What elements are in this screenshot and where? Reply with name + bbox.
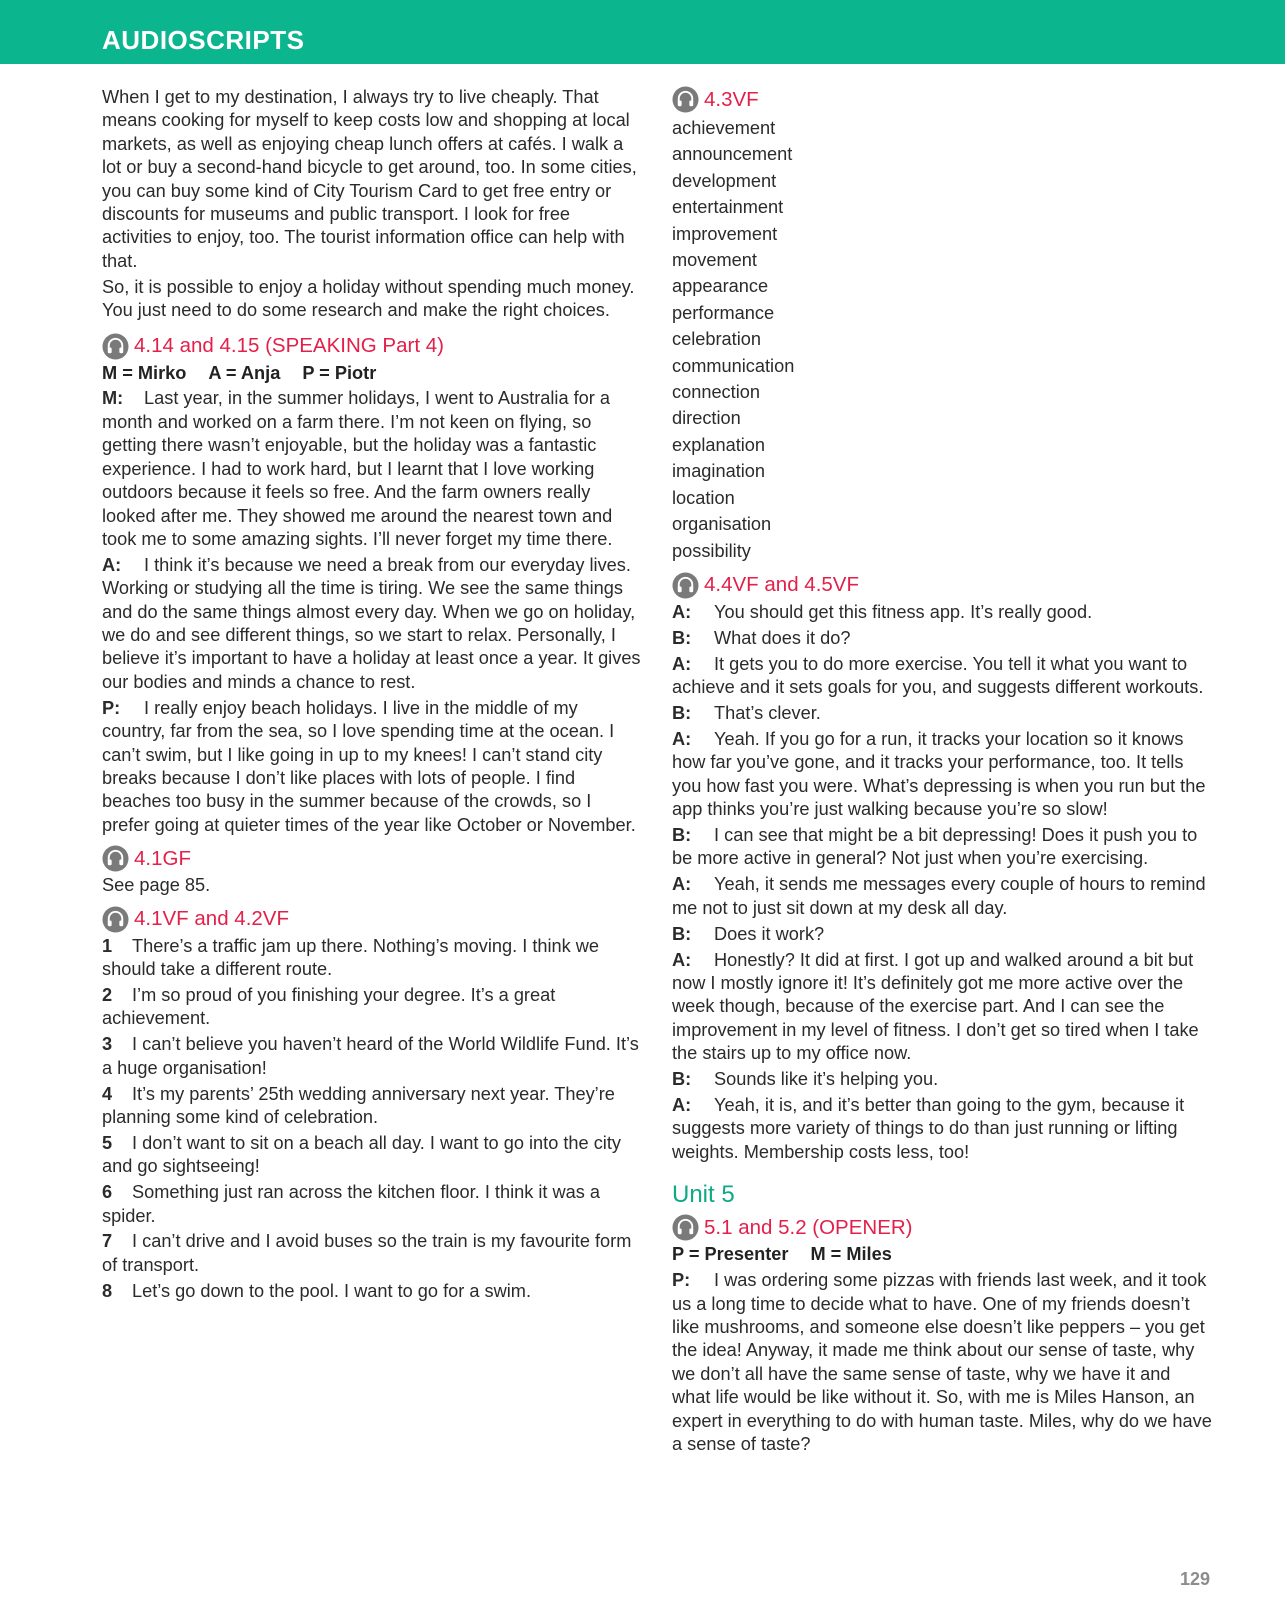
item-number: 7 [102, 1231, 113, 1252]
dialogue-text: That’s clever. [714, 703, 821, 724]
dialogue-text: I can see that might be a bit depressing! Does it push you to be more active in general? Not just when you’re exercising. [672, 825, 1198, 869]
speaker-label: P: [102, 697, 121, 718]
headphones-icon[interactable] [102, 906, 129, 933]
item-text: I can’t believe you haven’t heard of the World Wildlife Fund. It’s a huge organisation! [102, 1034, 639, 1078]
section-heading-vf3 [672, 86, 1212, 113]
word-item: development [672, 170, 777, 191]
section-title: 4.4VF and 4.5VF [704, 573, 859, 597]
word-item: appearance [672, 276, 769, 297]
section-title: 4.1VF and 4.2VF [134, 907, 289, 931]
numbered-item [102, 1280, 642, 1303]
word-item: entertainment [672, 197, 784, 218]
numbered-item [102, 984, 642, 1031]
dialogue-line [672, 923, 1212, 946]
section-heading-gf [102, 845, 642, 872]
section-heading-vf12 [102, 906, 642, 933]
item-number: 3 [102, 1034, 113, 1055]
dialogue-text: I think it’s because we need a break from our everyday lives. Working or studying all the time is tiring. We see the same things and do the same things almost every day. When we go on holiday, we do and see different things, so we start to relax. Personally, I believe it’s important to have a holiday at least once a year. It gives our bodies and minds a chance to rest. [102, 554, 641, 692]
speaker-key-item: A = Anja [208, 362, 281, 383]
dialogue-line [672, 653, 1212, 700]
dialogue-text: I was ordering some pizzas with friends last week, and it took us a long time to decide what to have. One of my friends doesn’t like mushrooms, and someone else doesn’t like peppers – you get the idea! Anyway, it made me think about our sense of taste, why we don’t all have the same sense of taste, why we have it and what life would be like without it. So, with me is Miles Hanson, an expert in everything to do with human taste. Miles, why do we have a sense of taste? [672, 1270, 1212, 1454]
numbered-item [102, 1083, 642, 1130]
right-column [672, 86, 1212, 1459]
dialogue-line [672, 702, 1212, 725]
word-item: explanation [672, 434, 766, 455]
word-item: connection [672, 382, 760, 403]
item-text: There’s a traffic jam up there. Nothing’s moving. I think we should take a different route. [102, 935, 600, 979]
speaker-key-item: P = Piotr [302, 362, 377, 383]
headphones-icon[interactable] [672, 1214, 699, 1241]
speaker-label: B: [672, 1069, 692, 1090]
dialogue-text: What does it do? [714, 627, 851, 648]
dialogue-line [672, 1094, 1212, 1164]
word-item: performance [672, 302, 775, 323]
dialogue-text: You should get this fitness app. It’s really good. [714, 601, 1093, 622]
dialogue-line [672, 1068, 1212, 1091]
item-number: 6 [102, 1182, 113, 1203]
speaker-key-item: M = Mirko [102, 362, 187, 383]
dialogue-line [672, 824, 1212, 871]
numbered-item [102, 1033, 642, 1080]
headphones-icon[interactable] [672, 86, 699, 113]
speaker-label: M: [102, 388, 124, 409]
headphones-icon[interactable] [672, 572, 699, 599]
dialogue-text: Honestly? It did at first. I got up and walked around a bit but now I mostly ignore it! It’s definitely got me more active over the week though, because of the exercise part. And I can see the improvement in my level of fitness. I don’t get so tired when I take the stairs up to my office now. [672, 949, 1199, 1064]
speaker-key-item: M = Miles [810, 1244, 892, 1265]
page-number: 129 [1180, 1569, 1211, 1589]
section-heading-vf45 [672, 572, 1212, 599]
intro-paragraph: When I get to my destination, I always try to live cheaply. That means cooking for myself to keep costs low and shopping at local markets, as well as enjoying cheap lunch offers at cafés. I walk a lot or buy a second-hand bicycle to get around, too. In some cities, you can buy some kind of City Tourism Card to get free entry or discounts for museums and public transport. I look for free activities to enjoy, too. The tourist information office can help with that. [102, 87, 637, 271]
speaker-label: A: [672, 949, 692, 970]
numbered-item [102, 1181, 642, 1228]
word-item: movement [672, 250, 757, 271]
section-title: 4.1GF [134, 846, 191, 870]
item-number: 8 [102, 1280, 113, 1301]
dialogue-line [672, 601, 1212, 624]
section-title: 5.1 and 5.2 (OPENER) [704, 1215, 913, 1239]
item-text: I don’t want to sit on a beach all day. I want to go into the city and go sightseeing! [102, 1132, 621, 1177]
page-section-title: AUDIOSCRIPTS [102, 25, 305, 55]
word-item: celebration [672, 329, 761, 350]
item-number: 5 [102, 1132, 113, 1153]
word-item: improvement [672, 223, 778, 244]
item-text: Something just ran across the kitchen floor. I think it was a spider. [102, 1182, 601, 1226]
item-number: 1 [102, 935, 113, 956]
dialogue-text: I really enjoy beach holidays. I live in the middle of my country, far from the sea, so I love spending time at the ocean. I can’t swim, but I like going in up to my knees! I can’t stand city breaks because I don’t like places with lots of people. I find beaches too busy in the summer because of the crowds, so I prefer going at quieter times of the year like October or November. [102, 697, 636, 835]
speaker-label: A: [672, 601, 692, 622]
item-text: It’s my parents’ 25th wedding anniversary next year. They’re planning some kind of celebration. [102, 1083, 615, 1127]
dialogue-text: Yeah, it sends me messages every couple of hours to remind me not to just sit down at my desk all day. [672, 874, 1206, 918]
intro-paragraph: So, it is possible to enjoy a holiday without spending much money. You just need to do some research and make the right choices. [102, 276, 635, 321]
speaker-label: A: [672, 728, 692, 749]
dialogue-line [102, 697, 642, 837]
headphones-icon[interactable] [102, 845, 129, 872]
dialogue-text: It gets you to do more exercise. You tell it what you want to achieve and it sets goals for you, and suggests different workouts. [672, 653, 1204, 698]
dialogue-line [672, 873, 1212, 920]
header-bar [0, 0, 1285, 64]
dialogue-text: Yeah. If you go for a run, it tracks your location so it knows how far you’ve gone, and it tracks your performance, too. It tells you how fast you were. What’s depressing is when you run but the app thinks you’re just walking because you’re so slow! [672, 728, 1206, 820]
dialogue-text: Yeah, it is, and it’s better than going to the gym, because it suggests more variety of things to do than just running or lifting weights. Membership costs less, too! [672, 1095, 1185, 1162]
section-title: 4.14 and 4.15 (SPEAKING Part 4) [134, 334, 444, 358]
speaker-label: A: [102, 554, 122, 575]
numbered-item [102, 1132, 642, 1179]
item-text: I’m so proud of you finishing your degree. It’s a great achievement. [102, 984, 556, 1029]
dialogue-line [672, 1269, 1212, 1456]
dialogue-line [672, 949, 1212, 1066]
section-text: See page 85. [102, 875, 211, 896]
word-item: imagination [672, 461, 766, 482]
speaker-label: B: [672, 627, 692, 648]
word-item: direction [672, 408, 741, 429]
word-item: location [672, 487, 735, 508]
word-item: announcement [672, 144, 793, 165]
numbered-item [102, 935, 642, 982]
word-item: organisation [672, 514, 772, 535]
speaker-key [102, 362, 642, 385]
left-column [102, 86, 642, 1306]
section-heading-speaking [102, 333, 642, 360]
word-item: achievement [672, 118, 776, 138]
speaker-label: A: [672, 874, 692, 895]
dialogue-line [672, 627, 1212, 650]
dialogue-line [672, 728, 1212, 822]
section-title: 4.3VF [704, 87, 759, 111]
word-item: communication [672, 355, 795, 376]
item-text: I can’t drive and I avoid buses so the train is my favourite form of transport. [102, 1231, 632, 1275]
speaker-label: A: [672, 1095, 692, 1116]
speaker-label: P: [672, 1270, 691, 1291]
speaker-key [672, 1243, 1212, 1266]
dialogue-text: Does it work? [714, 923, 825, 944]
speaker-label: B: [672, 703, 692, 724]
word-list [672, 115, 1212, 564]
item-text: Let’s go down to the pool. I want to go for a swim. [132, 1280, 532, 1301]
numbered-item [102, 1230, 642, 1277]
speaker-label: A: [672, 653, 692, 674]
headphones-icon[interactable] [102, 333, 129, 360]
speaker-label: B: [672, 923, 692, 944]
section-heading-opener [672, 1214, 1212, 1241]
dialogue-text: Last year, in the summer holidays, I went to Australia for a month and worked on a farm there. I’m not keen on flying, so getting there wasn’t enjoyable, but the holiday was a fantastic experience. I had to work hard, but I learnt that I love working outdoors because it feels so free. And the farm owners really looked after me. They showed me around the nearest town and took me to some amazing sights. I’ll never forget my time there. [102, 388, 613, 549]
item-number: 4 [102, 1083, 113, 1104]
dialogue-line [102, 387, 642, 551]
unit-heading: Unit 5 [672, 1181, 735, 1209]
item-number: 2 [102, 984, 113, 1005]
word-item: possibility [672, 540, 751, 561]
speaker-label: B: [672, 825, 692, 846]
dialogue-line [102, 554, 642, 694]
dialogue-text: Sounds like it’s helping you. [714, 1069, 939, 1090]
speaker-key-item: P = Presenter [672, 1244, 789, 1265]
